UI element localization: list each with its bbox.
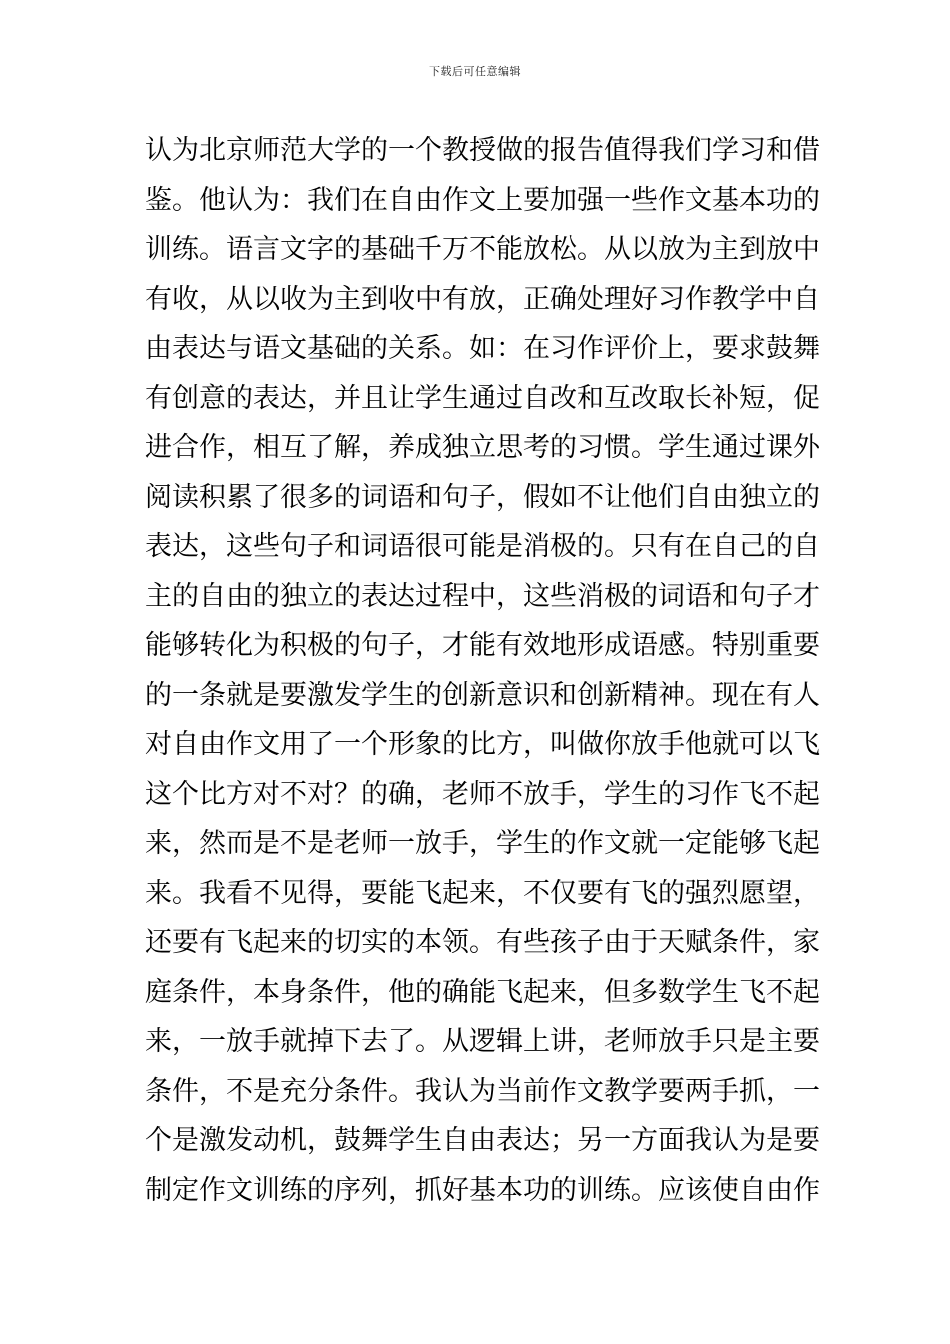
text-line: 来。我看不见得，要能飞起来，不仅要有飞的强烈愿望， [145, 877, 820, 909]
text-line: 还要有飞起来的切实的本领。有些孩子由于天赋条件，家 [145, 927, 820, 958]
text-line: 能够转化为积极的句子，才能有效地形成语感。特别重要 [145, 630, 820, 661]
text-line: 表达，这些句子和词语很可能是消极的。只有在自己的自 [145, 531, 820, 562]
text-line: 训练。语言文字的基础千万不能放松。从以放为主到放中 [145, 234, 820, 265]
text-line: 对自由作文用了一个形象的比方，叫做你放手他就可以飞 [145, 729, 820, 760]
text-line: 庭条件，本身条件，他的确能飞起来，但多数学生飞不起 [145, 976, 820, 1008]
text-line: 这个比方对不对？的确，老师不放手，学生的习作飞不起 [145, 778, 820, 810]
text-line: 个是激发动机，鼓舞学生自由表达；另一方面我认为是要 [145, 1125, 820, 1156]
header-note: 下载后可任意编辑 [429, 65, 521, 78]
text-line: 的一条就是要激发学生的创新意识和创新精神。现在有人 [145, 679, 820, 711]
text-line: 有创意的表达，并且让学生通过自改和互改取长补短，促 [145, 382, 820, 414]
text-line: 主的自由的独立的表达过程中，这些消极的词语和句子才 [145, 580, 820, 612]
text-line: 由表达与语文基础的关系。如：在习作评价上，要求鼓舞 [145, 333, 820, 364]
text-line: 来，一放手就掉下去了。从逻辑上讲，老师放手只是主要 [145, 1026, 820, 1057]
text-line: 认为北京师范大学的一个教授做的报告值得我们学习和借 [145, 135, 820, 166]
text-line: 条件，不是充分条件。我认为当前作文教学要两手抓，一 [145, 1075, 820, 1107]
text-line: 来，然而是不是老师一放手，学生的作文就一定能够飞起 [145, 828, 820, 859]
text-line: 鉴。他认为：我们在自由作文上要加强一些作文基本功的 [145, 184, 820, 216]
document-body [145, 126, 820, 1215]
text-line: 制定作文训练的序列，抓好基本功的训练。应该使自由作 [145, 1174, 820, 1206]
text-line: 有收，从以收为主到收中有放，正确处理好习作教学中自 [145, 283, 820, 315]
text-line: 进合作，相互了解，养成独立思考的习惯。学生通过课外 [145, 432, 820, 463]
text-line: 阅读积累了很多的词语和句子，假如不让他们自由独立的 [145, 481, 820, 513]
